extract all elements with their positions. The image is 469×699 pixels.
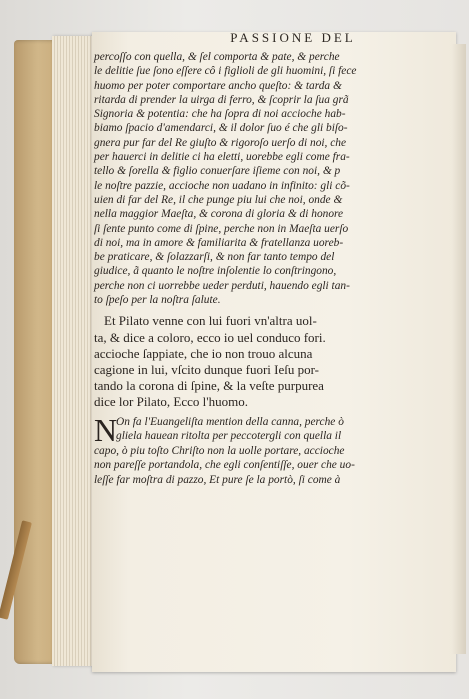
text-line: non pareſſe portandola, che egli conſentiſſe, ouer che uo- bbox=[94, 459, 355, 472]
text-line: cagione in lui, vſcito dunque fuori Ieſu por- bbox=[94, 361, 320, 377]
page-right-edge bbox=[452, 44, 466, 654]
text-line: huomo per poter comportare ancho queſto: & tarda & bbox=[94, 79, 342, 92]
text-line: tando la corona di ſpine, & la veſte purpurea bbox=[94, 378, 324, 394]
drop-cap: N bbox=[94, 411, 118, 448]
scripture-paragraph bbox=[94, 313, 434, 410]
text-line: dice lor Pilato, Ecco l'huomo. bbox=[94, 394, 248, 410]
italic-paragraph bbox=[94, 50, 434, 307]
text-line: giudice, ã quanto le noſtre inſolentie lo conſtringono, bbox=[94, 265, 337, 278]
text-line: Et Pilato venne con lui fuori vn'altra uol- bbox=[104, 313, 317, 329]
text-line: per hauerci in delitie ci ha eletti, uorebbe egli come fra- bbox=[94, 151, 350, 164]
text-line: nella maggior Maeſta, & corona di gloria & di honore bbox=[94, 208, 344, 221]
page-edges bbox=[52, 36, 94, 666]
text-line: le noſtre pazzie, accioche non uadano in infinito: gli cõ- bbox=[94, 179, 350, 192]
text-line: ritarda di prender la uirga di ferro, & ſcoprir la ſua grã bbox=[94, 93, 349, 106]
text-line: leſſe far moſtra di pazzo, Et pure ſe la portò, ſi come à bbox=[94, 473, 341, 486]
text-line: ta, & dice a coloro, ecco io uel conduco fori. bbox=[94, 329, 326, 345]
text-line: accioche ſappiate, che io non trouo alcuna bbox=[94, 345, 313, 361]
text-line: be praticare, & ſolazzarſi, & non far tanto tempo del bbox=[94, 251, 335, 264]
text-line: perche non ci uorrebbe ueder perduti, hauendo egli tan- bbox=[94, 279, 350, 292]
text-line: le delitie ſue ſono eſſere cô i figlioli de gli huomini, ſi fece bbox=[94, 65, 357, 78]
text-line: percoſſo con quella, & ſel comporta & pate, & perche bbox=[94, 51, 340, 63]
page-text bbox=[94, 30, 434, 488]
commentary-paragraph bbox=[94, 411, 434, 488]
text-line: capo, ò piu toſto Chriſto non la uolle portare, accioche bbox=[94, 444, 345, 457]
text-line: On fa l'Euangeliſta mention della canna, perche ò bbox=[116, 415, 344, 428]
text-line: biamo ſpacio d'amendarci, & il dolor ſuo é che gli biſo- bbox=[94, 122, 348, 135]
text-line: uien di far del Re, il che punge piu lui che noi, onde & bbox=[94, 193, 343, 206]
text-line: gnera pur far del Re giuſto & rigoroſo uerſo di noi, che bbox=[94, 136, 347, 149]
text-line: Signoria & potentia: che ha ſopra di noi accioche hab- bbox=[94, 108, 346, 121]
text-line: to ſpeſo per la noſtra ſalute. bbox=[94, 294, 221, 307]
text-line: di noi, ma in amore & familiarita & fratellanza uoreb- bbox=[94, 236, 344, 249]
text-line: tello & ſorella & figlio conuerſare iſieme con noi, & p bbox=[94, 165, 341, 178]
text-line: gliela hauean ritolta per peccotergli con quella il bbox=[116, 430, 342, 443]
text-line: ſi ſente punto come di ſpine, perche non in Maeſta uerſo bbox=[94, 222, 349, 235]
running-head: PASSIONE DEL bbox=[230, 30, 356, 45]
